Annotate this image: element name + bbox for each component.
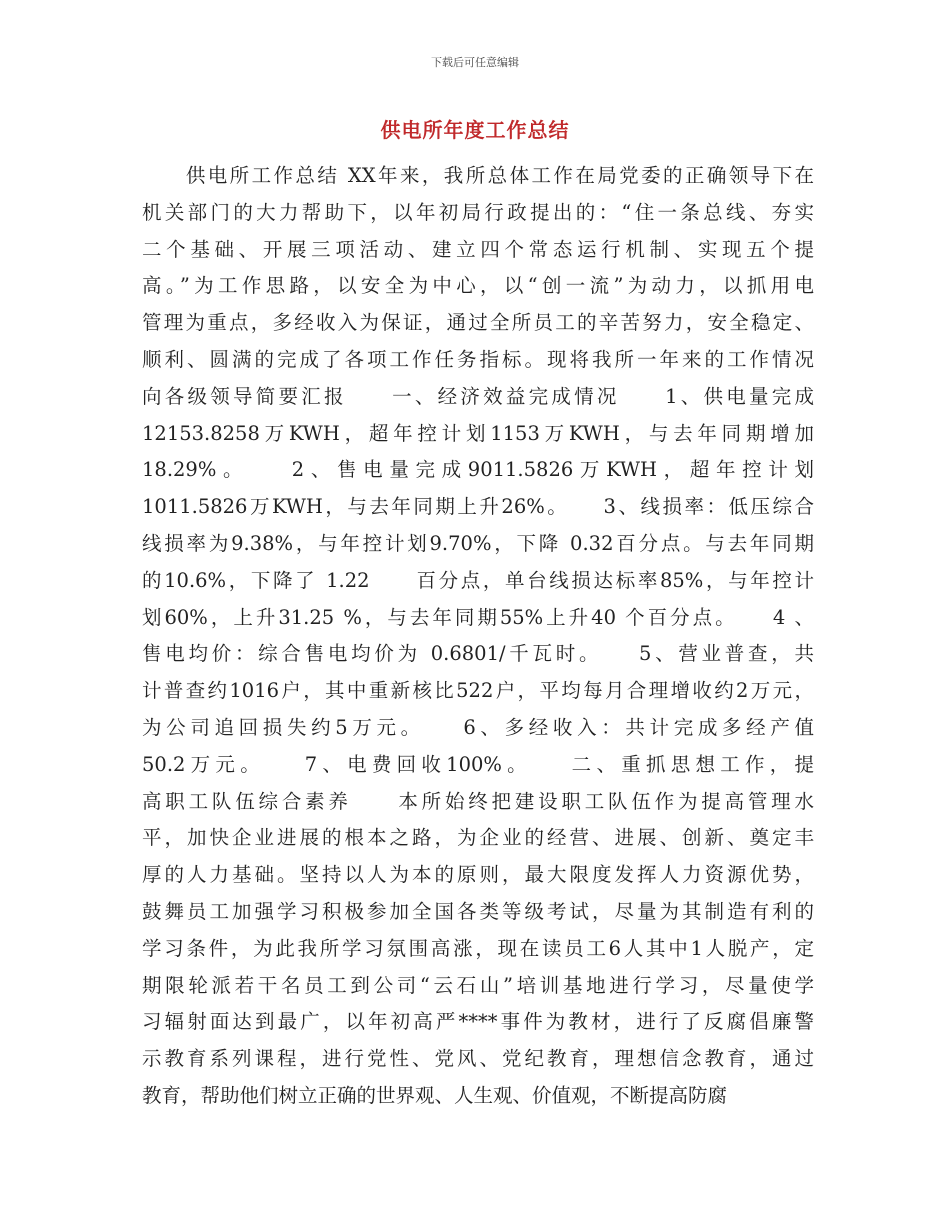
- body-line: 供电所工作总结 XX年来，我所总体工作在局党委的正确领导下在: [142, 164, 814, 187]
- body-line: 的10.6%，下降了 1.22 百分点，单台线损达标率85%，与年控计: [142, 568, 814, 592]
- body-line: 12153.8258万KWH，超年控计划1153万KWH，与去年同期增加: [142, 421, 814, 445]
- body-line: 示教育系列课程，进行党性、党风、党纪教育，理想信念教育，通过: [142, 1047, 814, 1071]
- header-note: 下载后可任意编辑: [431, 56, 519, 69]
- body-line: 顺利、圆满的完成了各项工作任务指标。现将我所一年来的工作情况: [142, 347, 814, 371]
- body-line: 教育，帮助他们树立正确的世界观、人生观、价值观，不断提高防腐: [142, 1083, 728, 1107]
- body-line: 鼓舞员工加强学习积极参加全国各类等级考试，尽量为其制造有利的: [142, 899, 814, 923]
- body-line: 划60%，上升31.25 %，与去年同期55%上升40 个百分点。 4 、: [142, 605, 814, 629]
- body-line: 厚的人力基础。坚持以人为本的原则，最大限度发挥人力资源优势，: [142, 863, 814, 887]
- body-line: 计普查约1016户，其中重新核比522户，平均每月合理增收约2万元，: [142, 679, 814, 703]
- body-line: 线损率为9.38%，与年控计划9.70%，下降 0.32百分点。与去年同期: [142, 531, 814, 555]
- body-line: 50.2万元。 7、电费回收100%。 二、重抓思想工作，提: [142, 752, 814, 776]
- body-line: 学习条件，为此我所学习氛围高涨，现在读员工6人其中1人脱产，定: [142, 936, 814, 960]
- body-line: 期限轮派若干名员工到公司“云石山”培训基地进行学习，尽量使学: [142, 973, 814, 997]
- body-line: 向各级领导简要汇报 一、经济效益完成情况 1、供电量完成: [142, 384, 814, 408]
- body-line: 1011.5826万KWH，与去年同期上升26%。 3、线损率：低压综合: [142, 495, 814, 519]
- body-line: 机关部门的大力帮助下，以年初局行政提出的：“住一条总线、夯实: [142, 200, 814, 224]
- body-line: 二个基础、开展三项活动、建立四个常态运行机制、实现五个提: [142, 237, 814, 261]
- body-line: 售电均价：综合售电均价为 0.6801/千瓦时。 5、营业普查，共: [142, 642, 814, 666]
- body-line: 高。”为工作思路，以安全为中心，以“创一流”为动力，以抓用电: [142, 274, 814, 298]
- body-line: 18.29%。 2、售电量完成9011.5826万KWH，超年控计划: [142, 458, 814, 482]
- body-line: 平，加快企业进展的根本之路，为企业的经营、进展、创新、奠定丰: [142, 826, 814, 850]
- body-line: 管理为重点，多经收入为保证，通过全所员工的辛苦努力，安全稳定、: [142, 311, 814, 335]
- document-title: 供电所年度工作总结: [380, 118, 570, 142]
- body-line: 为公司追回损失约5万元。 6、多经收入：共计完成多经产值: [142, 715, 814, 739]
- body-line: 高职工队伍综合素养 本所始终把建设职工队伍作为提高管理水: [142, 789, 814, 813]
- document-body: [142, 158, 814, 1115]
- body-line: 习辐射面达到最广，以年初高严****事件为教材，进行了反腐倡廉警: [142, 1010, 814, 1034]
